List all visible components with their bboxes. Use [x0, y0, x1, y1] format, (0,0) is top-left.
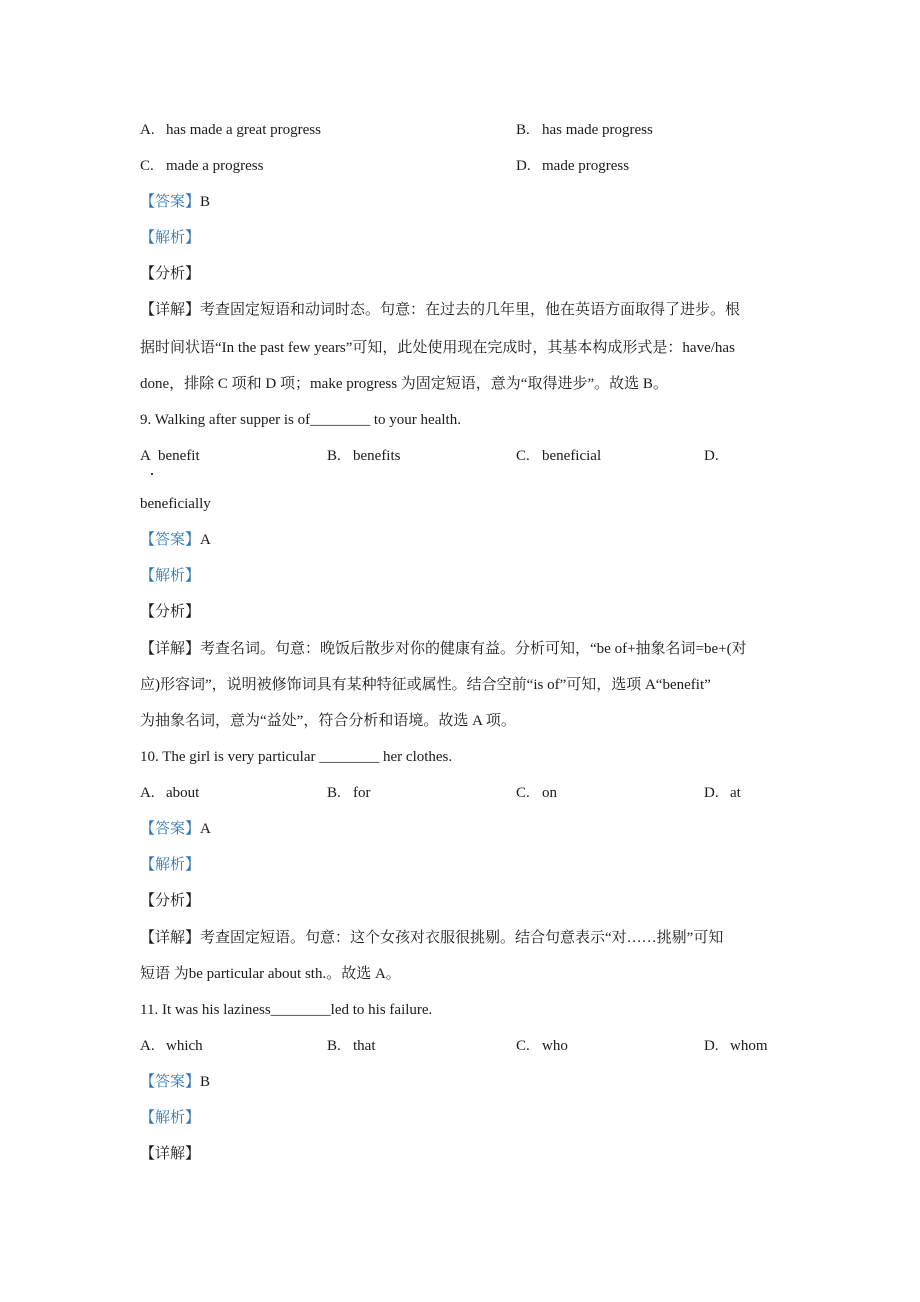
option-letter: A.: [140, 1038, 155, 1054]
q11-answer: [140, 1072, 210, 1092]
q8-detail-line-3: done，排除 C 项和 D 项；make progress 为固定短语，意为“取得进步”。故选 B。: [140, 376, 668, 392]
option-letter: A.: [140, 122, 155, 138]
answer-value: A: [200, 532, 211, 548]
option-letter: D.: [704, 448, 719, 464]
option-letter: C.: [516, 448, 530, 464]
option-letter: B.: [327, 448, 341, 464]
option-letter: D.: [516, 158, 531, 174]
q11-detail-label: 【详解】: [140, 1146, 201, 1162]
answer-value: A: [200, 821, 211, 837]
q9-analysis-label: 【解析】: [140, 568, 201, 584]
q8-option-c: [140, 156, 263, 176]
q11-option-c: [516, 1036, 568, 1056]
q8-detail-line-2: 据时间状语“In the past few years”可知，此处使用现在完成时，其基本构成形式是：have/has: [140, 340, 735, 356]
detail-label: 【详解】: [140, 302, 201, 318]
option-letter: D.: [704, 785, 719, 801]
q9-detail-line-2: 应)形容词”，说明被修饰词具有某种特征或属性。结合空前“is of”可知，选项 A“benefit”: [140, 677, 711, 693]
option-text: who: [542, 1038, 568, 1054]
answer-label: 【答案】: [140, 821, 201, 837]
option-text: on: [542, 785, 557, 801]
detail-label: 【详解】: [140, 641, 201, 657]
option-text: benefits: [353, 448, 401, 464]
option-text: whom: [730, 1038, 768, 1054]
option-letter: C.: [516, 1038, 530, 1054]
q10-detail-line-1: [140, 928, 723, 948]
q10-option-a: [140, 783, 199, 803]
q10-option-b: [327, 783, 371, 803]
option-text: benefit: [158, 448, 200, 464]
option-letter: C.: [140, 158, 154, 174]
q10-option-c: [516, 783, 557, 803]
q9-fenxi-label: 【分析】: [140, 604, 201, 620]
option-text: has made a great progress: [166, 122, 321, 138]
q11-option-a: [140, 1036, 203, 1056]
option-text: about: [166, 785, 200, 801]
q9-option-a-dot: ·: [149, 464, 155, 484]
option-letter: B.: [327, 785, 341, 801]
option-text: which: [166, 1038, 203, 1054]
option-text: at: [730, 785, 741, 801]
q9-option-c: [516, 446, 601, 466]
q10-question: 10. The girl is very particular ________ her clothes.: [140, 749, 453, 765]
q8-option-a: [140, 120, 321, 140]
option-letter: D.: [704, 1038, 719, 1054]
q9-option-b: [327, 446, 400, 466]
option-text: for: [353, 785, 371, 801]
q10-answer: [140, 819, 211, 839]
detail-label: 【详解】: [140, 930, 201, 946]
q10-analysis-label: 【解析】: [140, 857, 201, 873]
q10-fenxi-label: 【分析】: [140, 893, 201, 909]
answer-label: 【答案】: [140, 194, 201, 210]
q9-answer: [140, 530, 211, 550]
q9-option-a: [140, 446, 200, 466]
option-letter: A: [140, 448, 151, 464]
q11-question: 11. It was his laziness________led to his failure.: [140, 1002, 433, 1018]
q8-answer: [140, 192, 210, 212]
detail-text: 考查固定短语和动词时态。句意：在过去的几年里，他在英语方面取得了进步。根: [200, 302, 741, 318]
q9-question: 9. Walking after supper is of________ to your health.: [140, 412, 461, 428]
q9-detail-line-3: 为抽象名词，意为“益处”，符合分析和语境。故选 A 项。: [140, 713, 516, 729]
option-text: beneficial: [542, 448, 602, 464]
answer-label: 【答案】: [140, 532, 201, 548]
detail-text: 考查固定短语。句意：这个女孩对衣服很挑剔。结合句意表示“对……挑剔”可知: [200, 930, 724, 946]
answer-label: 【答案】: [140, 1074, 201, 1090]
option-text: made progress: [542, 158, 630, 174]
option-text: has made progress: [542, 122, 653, 138]
option-text: that: [353, 1038, 376, 1054]
q10-option-d: [704, 783, 741, 803]
q11-analysis-label: 【解析】: [140, 1110, 201, 1126]
answer-value: B: [200, 194, 211, 210]
option-letter: C.: [516, 785, 530, 801]
option-text: made a progress: [166, 158, 264, 174]
q8-fenxi-label: 【分析】: [140, 266, 201, 282]
q8-detail-line-1: [140, 300, 740, 320]
q11-option-d: [704, 1036, 768, 1056]
q10-detail-line-2: 短语 为be particular about sth.。故选 A。: [140, 966, 401, 982]
q8-analysis-label: 【解析】: [140, 230, 201, 246]
option-letter: A.: [140, 785, 155, 801]
q8-option-b: [516, 120, 653, 140]
option-letter: B.: [327, 1038, 341, 1054]
q9-option-d: [704, 446, 730, 466]
answer-value: B: [200, 1074, 211, 1090]
option-letter: B.: [516, 122, 530, 138]
detail-text: 考查名词。句意：晚饭后散步对你的健康有益。分析可知，“be of+抽象名词=be+(对: [200, 641, 747, 657]
q9-detail-line-1: [140, 639, 747, 659]
q9-option-d-text: beneficially: [140, 496, 211, 512]
q11-option-b: [327, 1036, 376, 1056]
q8-option-d: [516, 156, 629, 176]
